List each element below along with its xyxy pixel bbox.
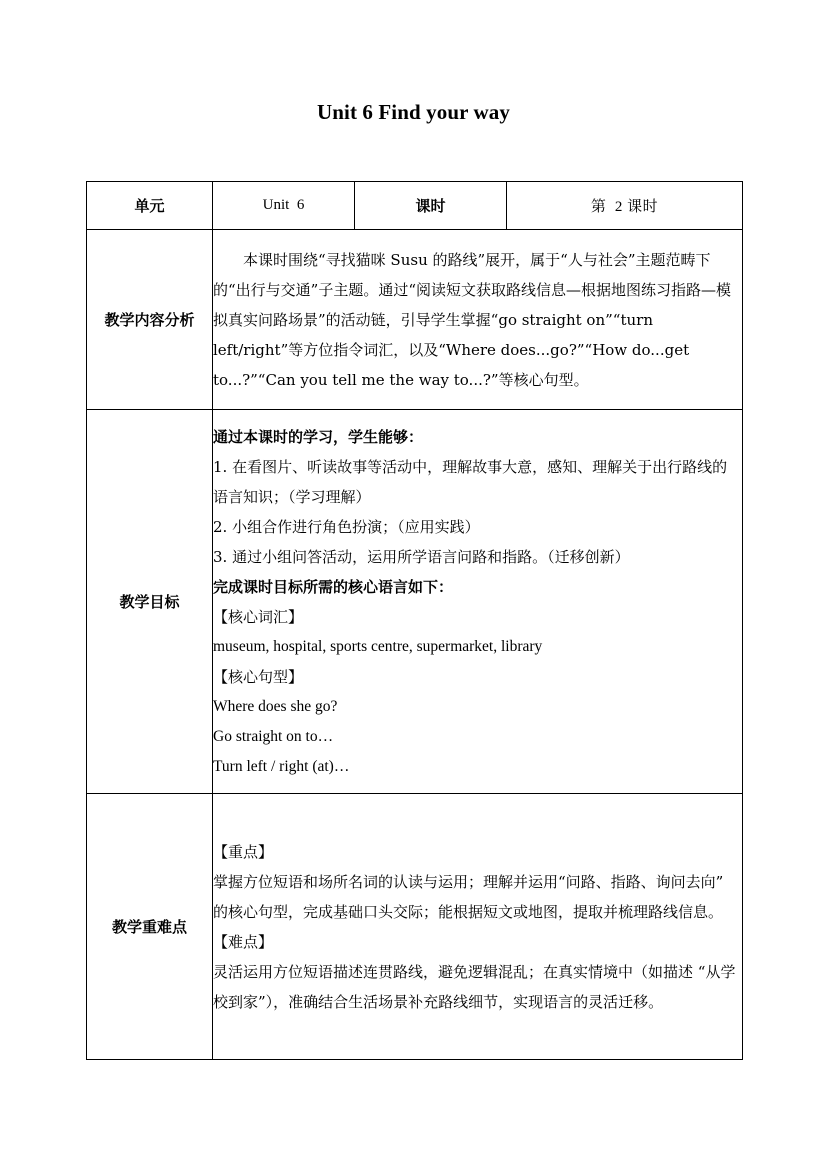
objectives-label: 教学目标	[87, 410, 213, 794]
core-sentence-2: Go straight on to…	[213, 727, 334, 745]
core-sentence-3: Turn left / right (at)…	[213, 757, 350, 775]
core-sentence-label: 【核心句型】	[213, 667, 304, 686]
lesson-plan-table	[86, 181, 743, 1060]
difficulty-label: 【难点】	[213, 932, 274, 951]
key-point-label: 【重点】	[213, 842, 274, 861]
objectives-row	[87, 410, 743, 794]
core-sentence-1: Where does she go?	[213, 697, 338, 715]
core-vocab-label: 【核心词汇】	[213, 607, 304, 626]
unit-value: Unit 6	[213, 182, 355, 230]
document-title: Unit 6 Find your way	[317, 100, 510, 124]
analysis-text: 本课时围绕“寻找猫咪 Susu 的路线”展开，属于“人与社会”主题范畴下的“出行与交通”子主题。通过“阅读短文获取路线信息—根据地图练习指路—模拟真实问路场景”的活动链，引导学生掌握“go straight on”“turn left/right”等方位指令词汇，以及“Where does...go?”“How do...get to...?”“Can you tell me the way to...?”等核心句型。	[213, 250, 732, 389]
unit-label: 单元	[87, 182, 213, 230]
core-language-intro: 完成课时目标所需的核心语言如下：	[213, 577, 454, 596]
core-vocab-list: museum, hospital, sports centre, supermarket, library	[213, 637, 543, 655]
keypoints-content	[213, 794, 743, 1060]
keypoints-row	[87, 794, 743, 1060]
objective-item-3: 3. 通过小组问答活动，运用所学语言问路和指路。（迁移创新）	[213, 547, 630, 566]
keypoints-label: 教学重难点	[87, 794, 213, 1060]
header-row	[87, 182, 743, 230]
objectives-content	[213, 410, 743, 794]
difficulty-text: 灵活运用方位短语描述连贯路线，避免逻辑混乱；在真实情境中（如描述 “从学校到家”），准确结合生活场景补充路线细节，实现语言的灵活迁移。	[213, 962, 736, 1011]
analysis-content	[213, 230, 743, 410]
period-label: 课时	[355, 182, 507, 230]
objective-item-1: 1. 在看图片、听读故事等活动中，理解故事大意，感知、理解关于出行路线的语言知识；（学习理解）	[213, 457, 728, 506]
objectives-intro: 通过本课时的学习，学生能够：	[213, 427, 424, 446]
key-point-text: 掌握方位短语和场所名词的认读与运用；理解并运用“问路、指路、询问去向” 的核心句型，完成基础口头交际；能根据短文或地图，提取并梳理路线信息。	[213, 872, 724, 921]
period-value: 第 2 课时	[507, 182, 743, 230]
analysis-label: 教学内容分析	[87, 230, 213, 410]
analysis-row	[87, 230, 743, 410]
objective-item-2: 2. 小组合作进行角色扮演；（应用实践）	[213, 517, 480, 536]
